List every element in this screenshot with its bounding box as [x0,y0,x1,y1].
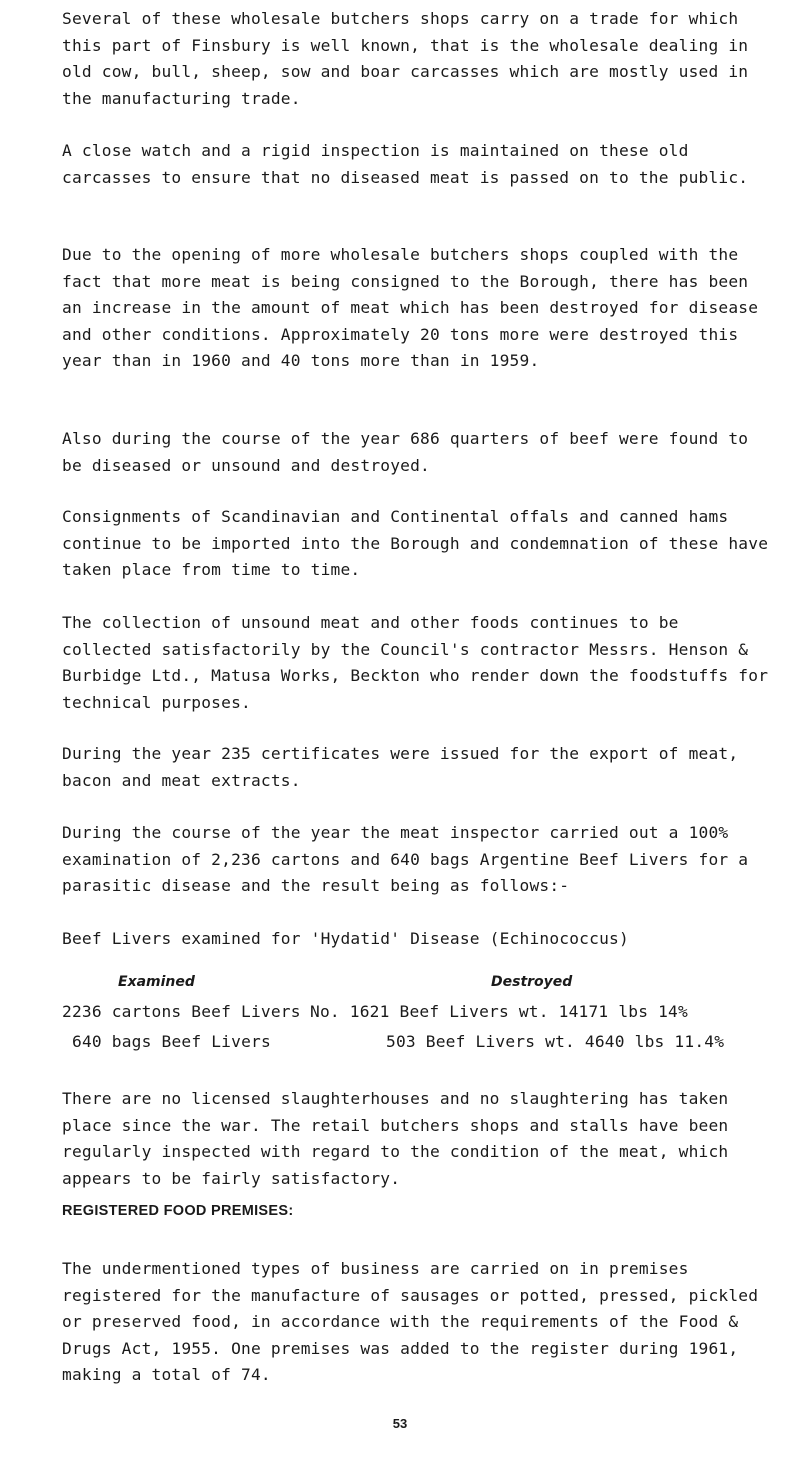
paragraph-slaughterhouses: There are no licensed slaughterhouses and no slaughtering has taken place since the war. The retail butchers shops and stalls have been regularly inspected with regard to the condition of the meat, which appears to be fairly satisfactory. [62,1089,729,1188]
table-cell-examined: 2236 cartons Beef Livers [62,1002,301,1021]
paragraph-collection: The collection of unsound meat and other foods continues to be collected satisfactorily by the Council's contractor Messrs. Henson & Burbidge Ltd., Matusa Works, Beckton who render down the foodstuffs for technical purposes. [62,613,769,712]
section-heading: REGISTERED FOOD PREMISES: [62,1203,294,1219]
paragraph-certificates: During the year 235 certificates were issued for the export of meat, bacon and meat extracts. [62,744,739,790]
table-cell-destroyed: No. 1621 Beef Livers wt. 14171 lbs 14% [310,1002,688,1021]
paragraph-increase-destroyed: Due to the opening of more wholesale butchers shops coupled with the fact that more meat is being consigned to the Borough, there has been an increase in the amount of meat which has been destroyed for disease and other conditions. Approximately 20 tons more were destroyed this year than in 1960 and 40 tons more than in 1959. [62,245,759,370]
paragraph-wholesale-trade: Several of these wholesale butchers shops carry on a trade for which this part of Finsbury is well known, that is the wholesale dealing in old cow, bull, sheep, sow and boar carcasses which are mostly used in the manufacturing trade. [62,9,749,108]
paragraph-consignments: Consignments of Scandinavian and Continental offals and canned hams continue to be imported into the Borough and condemnation of these have taken place from time to time. [62,507,769,579]
paragraph-examination: During the course of the year the meat inspector carried out a 100% examination of 2,236 cartons and 640 bags Argentine Beef Livers for a parasitic disease and the result being as follows:- [62,823,749,895]
paragraph-beef-quarters: Also during the course of the year 686 quarters of beef were found to be diseased or unsound and destroyed. [62,429,749,475]
page-number: 53 [392,1416,408,1431]
paragraph-registered-premises: The undermentioned types of business are carried on in premises registered for the manufacture of sausages or potted, pressed, pickled or preserved food, in accordance with the requirements of the Food & Drugs Act, 1955. One premises was added to the register during 1961, making a total of 74. [62,1259,759,1384]
table-title: Beef Livers examined for 'Hydatid' Disease (Echinococcus) [62,929,629,948]
column-header-examined: Examined [118,974,195,990]
table-cell-destroyed: 503 Beef Livers wt. 4640 lbs 11.4% [386,1032,725,1051]
paragraph-inspection: A close watch and a rigid inspection is maintained on these old carcasses to ensure that no diseased meat is passed on to the public. [62,141,749,187]
table-cell-examined: 640 bags Beef Livers [72,1032,271,1051]
column-header-destroyed: Destroyed [491,974,573,990]
